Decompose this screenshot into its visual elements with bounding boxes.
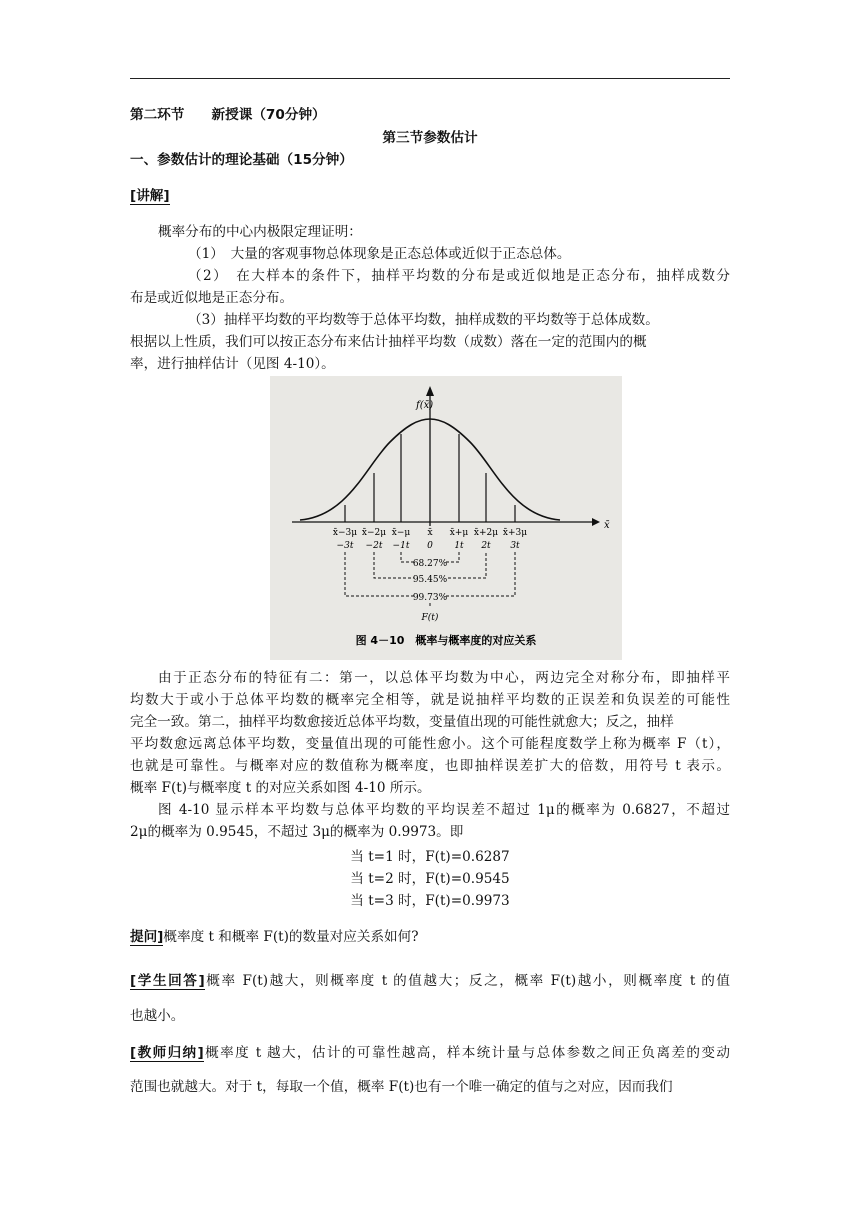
intro-item-1: （1） 大量的客观事物总体现象是正态总体或近似于正态总体。	[188, 246, 571, 262]
t-tick-label: −2t	[365, 541, 383, 551]
ft-label: F(t)	[421, 613, 439, 623]
intro-summary-a: 根据以上性质，我们可以按正态分布来估计抽样平均数（成数）落在一定的范围内的概	[130, 334, 647, 350]
t-tick-label: 0	[427, 541, 433, 551]
t-tick-label: −1t	[392, 541, 410, 551]
question-text: 概率度 t 和概率 F(t)的数量对应关系如何?	[163, 929, 419, 945]
para1-line: 完全一致。第二，抽样平均数愈接近总体平均数，变量值出现的可能性就愈大；反之，抽样	[130, 714, 674, 730]
answer-text-a: 概率 F(t)越大，则概率度 t 的值越大；反之，概率 F(t)越小，则概率度 t 的值	[204, 973, 730, 989]
t-tick-label: 1t	[454, 541, 464, 551]
intro-item-2a: （2） 在大样本的条件下，抽样平均数的分布是或近似地是正态分布，抽样成数分	[188, 268, 730, 284]
summary-text-b: 范围也就越大。对于 t，每取一个值，概率 F(t)也有一个唯一确定的值与之对应，因而我们	[130, 1079, 673, 1095]
interval-99-label: 99.73%	[412, 593, 448, 603]
question-tag: 提问]	[130, 929, 164, 945]
figure-caption: 图 4－10 概率与概率度的对应关系	[355, 634, 537, 647]
x-tick-label: x̄	[427, 528, 433, 538]
intro-item-2b: 布是或近似地是正态分布。	[130, 290, 294, 306]
question-line	[130, 926, 730, 948]
equation-line: 当 t=1 时，F(t)=0.6287	[350, 849, 510, 865]
intro-item-3: （3）抽样平均数的平均数等于总体平均数，抽样成数的平均数等于总体成数。	[188, 312, 659, 328]
x-tick-label: x̄+2μ	[473, 528, 499, 538]
answer-tag: [学生回答]	[130, 973, 205, 989]
normal-distribution-figure	[270, 376, 622, 660]
summary-line	[130, 1042, 730, 1064]
lecture-tag: [讲解]	[130, 188, 170, 204]
subsection-heading: 一、参数估计的理论基础（15分钟）	[130, 152, 353, 168]
x-tick-label: x̄+μ	[449, 528, 469, 538]
interval-95-label: 95.45%	[412, 575, 448, 585]
x-axis-label: x̄	[604, 520, 610, 531]
answer-text-b: 也越小。	[130, 1008, 185, 1024]
para1-line: 由于正态分布的特征有二：第一，以总体平均数为中心，两边完全对称分布，即抽样平	[158, 670, 730, 686]
para1-line: 概率 F(t)与概率度 t 的对应关系如图 4-10 所示。	[130, 780, 431, 796]
answer-line	[130, 970, 730, 992]
figure-background	[270, 376, 622, 660]
t-tick-label: 2t	[481, 541, 491, 551]
intro-lead: 概率分布的中心内极限定理证明：	[158, 224, 362, 240]
x-tick-label: x̄−2μ	[361, 528, 387, 538]
para1-line: 均数大于或小于总体平均数的概率完全相等，就是说抽样平均数的正误差和负误差的可能性	[130, 692, 730, 708]
para1-line: 平均数愈远离总体平均数，变量值出现的可能性愈小。这个可能程度数学上称为概率 F（t），	[130, 736, 730, 752]
header-rule	[130, 78, 730, 79]
para2-line: 图 4-10 显示样本平均数与总体平均数的平均误差不超过 1μ的概率为 0.6827，不超过	[158, 802, 730, 818]
lecture-tag-line	[130, 185, 730, 207]
x-tick-label: x̄−μ	[391, 528, 411, 538]
equation-line: 当 t=2 时，F(t)=0.9545	[350, 871, 510, 887]
intro-summary-b: 率，进行抽样估计（见图 4-10）。	[130, 356, 335, 372]
session-heading: 第二环节 新授课（70分钟）	[130, 107, 326, 123]
summary-tag: [教师归纳]	[130, 1045, 204, 1061]
para1-line: 也就是可靠性。与概率对应的数值称为概率度，也即抽样误差扩大的倍数，用符号 t 表示。	[130, 758, 730, 774]
section-title: 第三节参数估计	[382, 130, 478, 146]
equation-line: 当 t=3 时，F(t)=0.9973	[350, 893, 510, 909]
para2-line: 2μ的概率为 0.9545，不超过 3μ的概率为 0.9973。即	[130, 824, 464, 840]
x-tick-label: x̄+3μ	[502, 528, 528, 538]
t-tick-label: −3t	[336, 541, 354, 551]
y-axis-label: f(x̄)	[416, 400, 434, 411]
interval-68-label: 68.27%	[412, 559, 448, 569]
t-tick-label: 3t	[510, 541, 520, 551]
summary-text-a: 概率度 t 越大，估计的可靠性越高，样本统计量与总体参数之间正负离差的变动	[203, 1045, 730, 1061]
x-tick-label: x̄−3μ	[332, 528, 358, 538]
